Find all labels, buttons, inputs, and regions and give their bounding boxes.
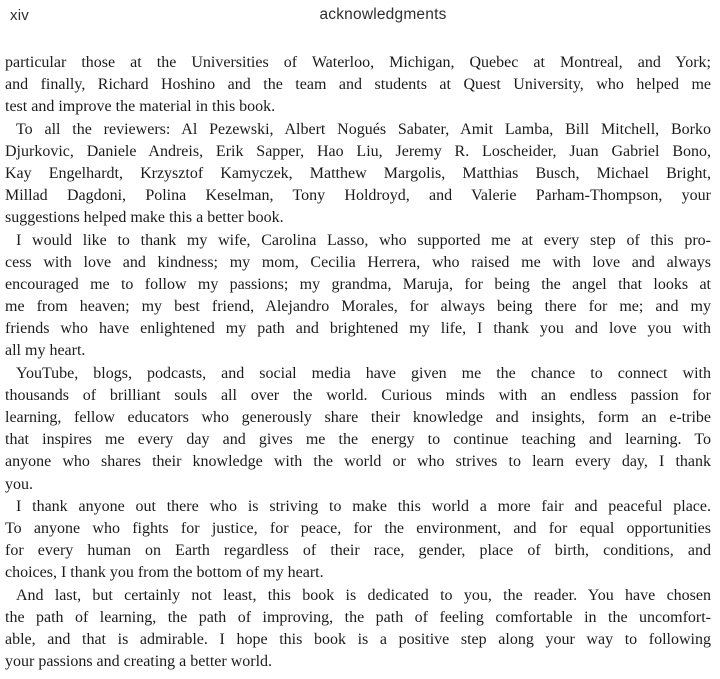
text-line: the path of learning, the path of improving, the path of feeling comfortable in the uncomfort- bbox=[5, 608, 711, 626]
paragraph bbox=[5, 363, 711, 496]
text-line: particular those at the Universities of Waterloo, Michigan, Quebec at Montreal, and York; bbox=[5, 54, 711, 71]
text-line: that inspires me every day and gives me the energy to continue teaching and learning. To bbox=[5, 431, 711, 449]
text-line: all my heart. bbox=[5, 342, 86, 360]
text-line: test and improve the material in this book. bbox=[5, 98, 276, 116]
text-line: I thank anyone out there who is striving to make this world a more fair and peaceful place. bbox=[16, 497, 711, 515]
page-number: xiv bbox=[10, 7, 29, 24]
text-line: friends who have enlightened my path and brightened my life, I thank you and love you with bbox=[5, 320, 711, 338]
running-title: acknowledgments bbox=[319, 6, 447, 23]
text-line: I would like to thank my wife, Carolina Lasso, who supported me at every step of this pro- bbox=[16, 231, 711, 249]
text-line: anyone who shares their knowledge with the world or who strives to learn every day, I thank bbox=[5, 453, 711, 471]
running-header bbox=[0, 6, 720, 28]
acknowledgments-text-block bbox=[5, 52, 711, 673]
text-line: cess with love and kindness; my mom, Cecilia Herrera, who raised me with love and always bbox=[5, 253, 711, 271]
text-line: Kay Engelhardt, Krzysztof Kamyczek, Matthew Margolis, Matthias Busch, Michael Bright, bbox=[5, 164, 711, 182]
text-line: your passions and creating a better world. bbox=[5, 653, 273, 671]
paragraph bbox=[5, 585, 711, 674]
paragraph bbox=[5, 52, 711, 119]
paragraph bbox=[5, 119, 711, 230]
text-line: encouraged me to follow my passions; my grandma, Maruja, for being the angel that looks at bbox=[5, 275, 711, 293]
text-line: suggestions helped make this a better book. bbox=[5, 209, 284, 227]
text-line: me from heaven; my best friend, Alejandro Morales, for always being there for me; and my bbox=[5, 298, 711, 316]
text-line: choices, I thank you from the bottom of my heart. bbox=[5, 564, 324, 582]
text-line: To anyone who fights for justice, for peace, for the environment, and for equal opportunities bbox=[5, 519, 711, 537]
paragraph bbox=[5, 230, 711, 363]
text-line: and finally, Richard Hoshino and the team and students at Quest University, who helped me bbox=[5, 76, 711, 94]
paragraph bbox=[5, 496, 711, 585]
text-line: YouTube, blogs, podcasts, and social media have given me the chance to connect with bbox=[16, 364, 711, 382]
text-line: Djurkovic, Daniele Andreis, Erik Sapper, Hao Liu, Jeremy R. Loscheider, Juan Gabriel Bono, bbox=[5, 142, 711, 160]
text-line: And last, but certainly not least, this book is dedicated to you, the reader. You have chosen bbox=[16, 586, 711, 604]
text-line: learning, fellow educators who generously share their knowledge and insights, form an e-tribe bbox=[5, 409, 711, 426]
text-line: able, and that is admirable. I hope this book is a positive step along your way to following bbox=[5, 630, 711, 648]
text-line: To all the reviewers: Al Pezewski, Albert Nogués Sabater, Amit Lamba, Bill Mitchell, Borko bbox=[16, 120, 711, 138]
text-line: thousands of brilliant souls all over the world. Curious minds with an endless passion for bbox=[5, 386, 711, 404]
text-line: you. bbox=[5, 475, 33, 493]
text-line: Millad Dagdoni, Polina Keselman, Tony Holdroyd, and Valerie Parham-Thompson, your bbox=[5, 187, 711, 205]
text-line: for every human on Earth regardless of their race, gender, place of birth, conditions, and bbox=[5, 542, 711, 560]
